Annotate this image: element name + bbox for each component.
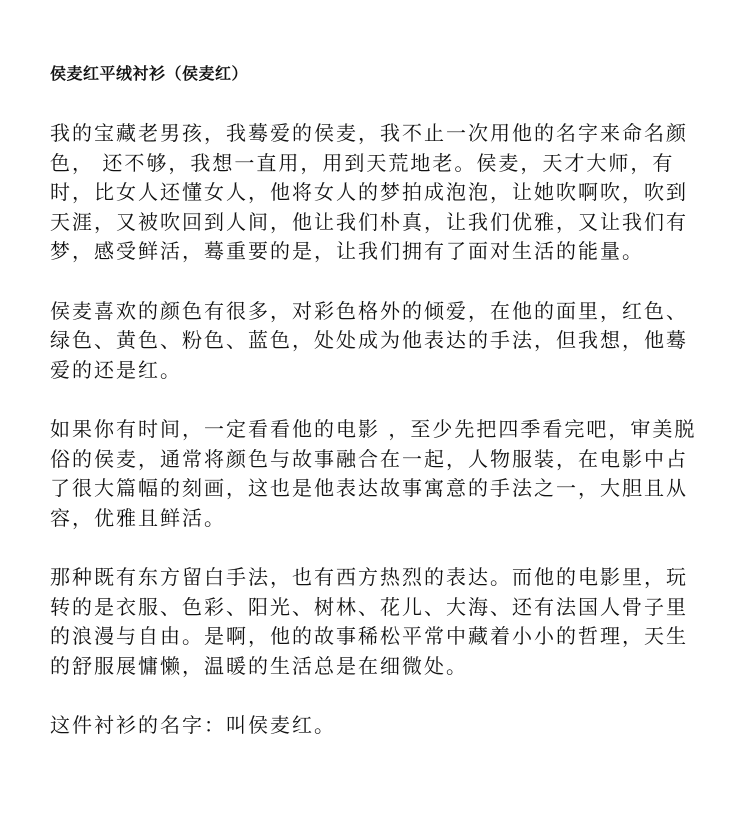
- paragraph-4: 那种既有东方留白手法，也有西方热烈的表达。而他的电影里，玩转的是衣服、色彩、阳光、树林、花儿、大海、还有法国人骨子里的浪漫与自由。是啊，他的故事稀松平常中藏着小小的哲理，天生的舒服展慵懒，温暖的生活总是在细微处。: [50, 565, 688, 678]
- article-title: 侯麦红平绒衬衫（侯麦红）: [50, 64, 249, 83]
- paragraph-2: 侯麦喜欢的颜色有很多，对彩色格外的倾爱，在他的面里，红色、绿色、黄色、粉色、蓝色，处处成为他表达的手法，但我想，他蓦爱的还是红。: [50, 298, 688, 382]
- paragraph-5: 这件衬衫的名字：叫侯麦红。: [50, 713, 336, 737]
- paragraph-1: 我的宝藏老男孩，我蓦爱的侯麦，我不止一次用他的名字来命名颜色， 还不够，我想一直用，用到天荒地老。侯麦，天才大师，有时，比女人还懂女人，他将女人的梦拍成泡泡，让她吹啊吹，吹到天涯，又被吹回到人间，他让我们朴真，让我们优雅，又让我们有梦，感受鲜活，蓦重要的是，让我们拥有了面对生活的能量。: [50, 121, 688, 263]
- paragraph-3: 如果你有时间，一定看看他的电影 ，至少先把四季看完吧，审美脱俗的侯麦，通常将颜色与故事融合在一起，人物服装，在电影中占了很大篇幅的刻画，这也是他表达故事寓意的手法之一，大胆且从容，优雅且鲜活。: [50, 417, 697, 530]
